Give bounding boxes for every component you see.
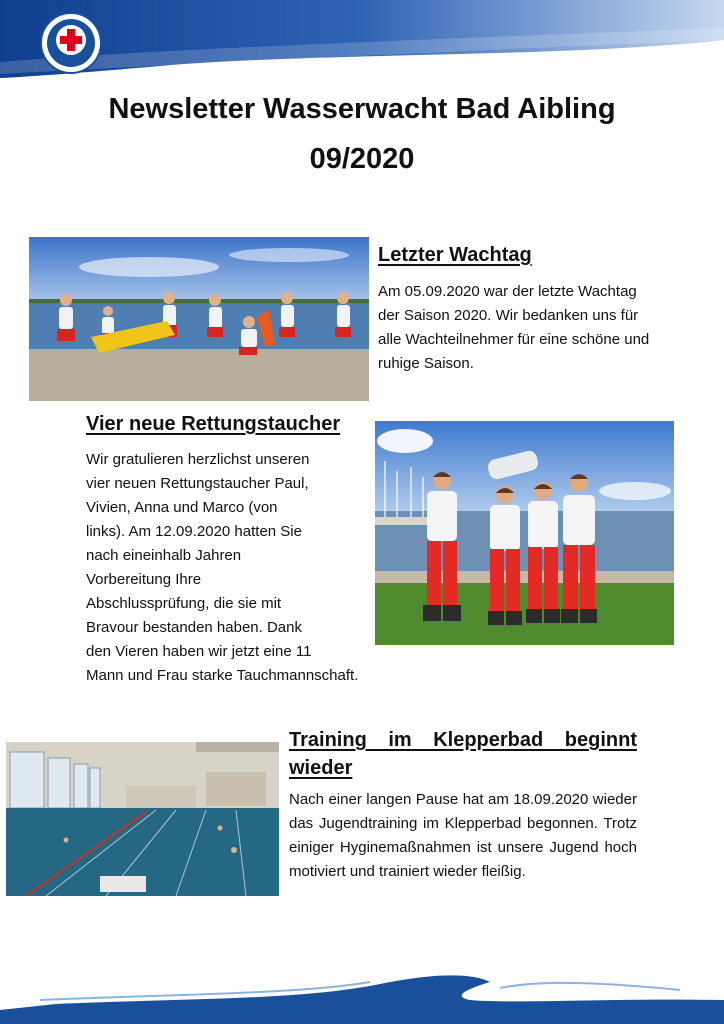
footer-wave (0, 960, 724, 1024)
divers-photo (375, 421, 674, 645)
body-line: Vivien, Anna und Marco (von (86, 499, 278, 516)
wasserwacht-logo (40, 12, 102, 74)
article-body-klepperbad: Nach einer langen Pause hat am 18.09.2020 wieder das Jugendtraining im Klepperbad begonnen. Trotz einiger Hyginemaßnahmen ist unsere Jugend hoch motiviert und trainiert wieder fleißig. (289, 791, 637, 880)
newsletter-title: Newsletter Wasserwacht Bad Aibling (108, 93, 616, 125)
body-line: vier neuen Rettungstaucher Paul, (86, 475, 309, 492)
article-heading-klepperbad: Training im Klepperbad beginnt wieder (289, 729, 637, 779)
newsletter-issue: 09/2020 (309, 143, 415, 175)
body-line: Vorbereitung Ihre (86, 571, 202, 588)
article-heading-rettungstaucher: Vier neue Rettungstaucher (86, 413, 341, 435)
indoor-pool-photo (6, 742, 279, 896)
article-body-wachtag: Am 05.09.2020 war der letzte Wachtag der Saison 2020. Wir bedanken uns für alle Wachteilnehmer für eine schöne und ruhige Saison. (378, 283, 650, 372)
article-heading-wachtag: Letzter Wachtag (378, 244, 532, 266)
body-line: den Vieren haben wir jetzt eine 11 (86, 643, 312, 660)
body-line: Mann und Frau starke Tauchmannschaft. (86, 667, 359, 684)
body-line: Wir gratulieren herzlichst unseren (86, 451, 310, 468)
article-body-rettungstaucher (86, 448, 386, 688)
body-line: Abschlussprüfung, die sie mit (86, 595, 282, 612)
body-line: Bravour bestanden haben. Dank (86, 619, 302, 636)
body-line: nach eineinhalb Jahren (86, 547, 242, 564)
beach-group-photo (29, 237, 369, 401)
header-band (0, 0, 724, 78)
body-line: links). Am 12.09.2020 hatten Sie (86, 523, 302, 540)
